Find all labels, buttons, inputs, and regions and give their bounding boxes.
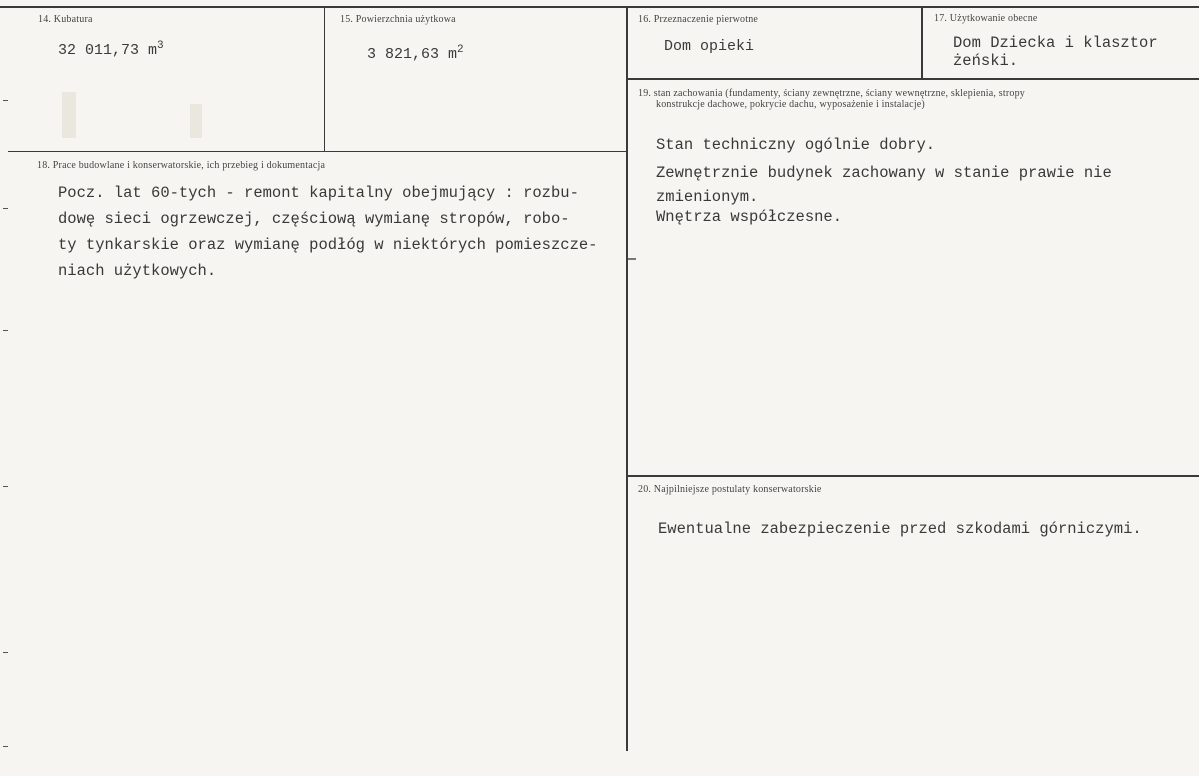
uzytkowanie-label: 17. Użytkowanie obecne	[934, 13, 1038, 24]
column-divider-17	[921, 7, 923, 80]
uzytkowanie-line: żeński.	[953, 52, 1019, 70]
prace-line: niach użytkowych.	[58, 262, 217, 280]
margin-tick	[3, 486, 8, 487]
row-divider-19	[628, 78, 1199, 80]
margin-tick	[3, 100, 8, 101]
prace-label: 18. Prace budowlane i konserwatorskie, ich przebieg i dokumentacja	[37, 160, 326, 171]
margin-tick	[3, 652, 8, 653]
stan-line: Wnętrza współczesne.	[656, 208, 843, 226]
typewriter-dash	[628, 258, 636, 260]
powierzchnia-exponent: 2	[457, 44, 464, 56]
stan-line: Stan techniczny ogólnie dobry.	[656, 136, 936, 154]
kubatura-exponent: 3	[157, 40, 164, 52]
stan-label-line: 19. stan zachowania (fundamenty, ściany zewnętrzne, ściany wewnętrzne, sklepienia, stropy	[638, 88, 1026, 99]
powierzchnia-value	[367, 44, 464, 63]
prace-line: dowę sieci ogrzewczej, częściową wymianę stropów, robo-	[58, 210, 570, 228]
postulaty-label: 20. Najpilniejsze postulaty konserwatorskie	[638, 484, 822, 495]
kubatura-value	[58, 40, 164, 59]
powierzchnia-label: 15. Powierzchnia użytkowa	[340, 14, 456, 25]
row-divider-20	[628, 475, 1199, 477]
uzytkowanie-value	[953, 34, 1158, 70]
stan-line: Zewnętrznie budynek zachowany w stanie prawie nie	[656, 164, 1112, 182]
stan-label	[638, 88, 1025, 110]
prace-text	[58, 180, 598, 284]
prace-line: ty tynkarskie oraz wymianę podłóg w niektórych pomieszcze-	[58, 236, 598, 254]
prace-line: Pocz. lat 60-tych - remont kapitalny obejmujący : rozbu-	[58, 184, 579, 202]
powierzchnia-number: 3 821,63 m	[367, 46, 458, 63]
column-divider-15	[324, 7, 325, 152]
stan-text	[656, 132, 1112, 230]
top-border	[0, 6, 1199, 8]
row-divider-18	[8, 151, 626, 152]
margin-tick	[3, 208, 8, 209]
kubatura-number: 32 011,73 m	[58, 42, 158, 59]
stan-label-line: konstrukcje dachowe, pokrycie dachu, wyposażenie i instalacje)	[656, 99, 925, 110]
margin-tick	[3, 330, 8, 331]
przeznaczenie-label: 16. Przeznaczenie pierwotne	[638, 14, 759, 25]
column-divider-middle	[626, 7, 628, 751]
paper-stain	[62, 92, 76, 138]
przeznaczenie-value: Dom opieki	[664, 38, 755, 55]
kubatura-label: 14. Kubatura	[38, 14, 93, 25]
postulaty-value: Ewentualne zabezpieczenie przed szkodami górniczymi.	[658, 520, 1142, 538]
paper-stain	[190, 104, 202, 138]
uzytkowanie-line: Dom Dziecka i klasztor	[953, 34, 1158, 52]
margin-tick	[3, 746, 8, 747]
stan-line: zmienionym.	[656, 188, 759, 206]
